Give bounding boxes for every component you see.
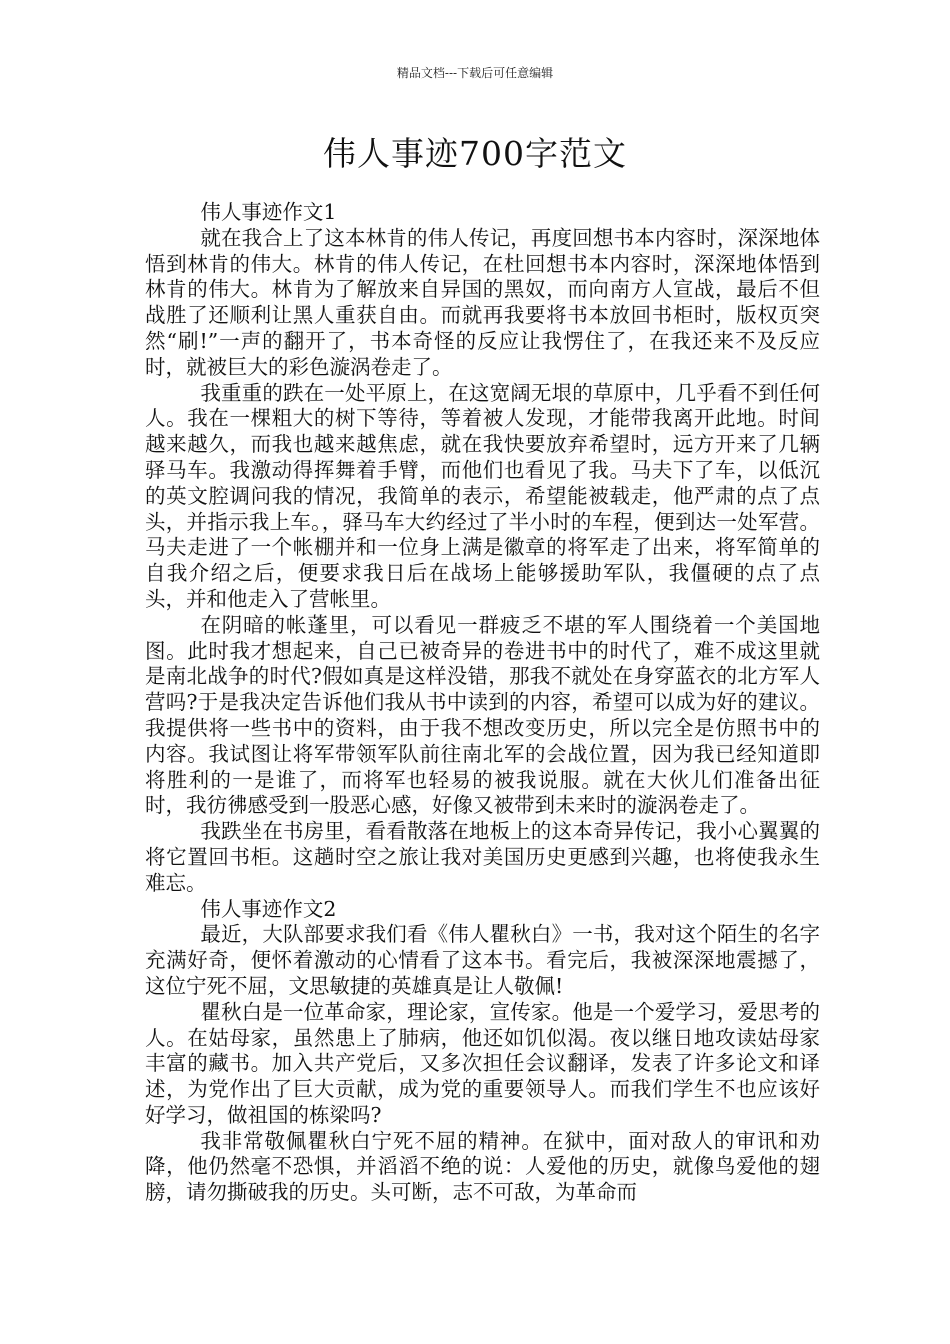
paragraph: 最近，大队部要求我们看《伟人瞿秋白》一书，我对这个陌生的名字充满好奇，便怀着激动的心情看了这本书。看完后，我被深深地震撼了，这位宁死不屈，文思敏捷的英雄真是让人敬佩! xyxy=(145,922,820,998)
page-title: 伟人事迹700字范文 xyxy=(323,134,627,173)
header-note: 精品文档---下载后可任意编辑 xyxy=(396,66,554,80)
paragraph: 瞿秋白是一位革命家，理论家，宣传家。他是一个爱学习，爱思考的人。在姑母家，虽然患上了肺病，他还如饥似渴。夜以继日地攻读姑母家丰富的藏书。加入共产党后，又多次担任会议翻译，发表了许多论文和译述，为党作出了巨大贡献，成为党的重要领导人。而我们学生不也应该好好学习，做祖国的栋梁吗? xyxy=(145,999,820,1127)
paragraph: 就在我合上了这本林肯的伟人传记，再度回想书本内容时，深深地体悟到林肯的伟大。林肯的伟人传记，在杜回想书本内容时，深深地体悟到林肯的伟大。林肯为了解放来自异国的黑奴，而向南方人宣战，最后不但战胜了还顺利让黑人重获自由。而就再我要将书本放回书柜时，版权页突然“刷!”一声的翻开了，书本奇怪的反应让我愣住了，在我还来不及反应时，就被巨大的彩色漩涡卷走了。 xyxy=(145,225,820,379)
article-body xyxy=(145,200,820,1206)
paragraph: 我跌坐在书房里，看看散落在地板上的这本奇异传记，我小心翼翼的将它置回书柜。这趟时空之旅让我对美国历史更感到兴趣，也将使我永生难忘。 xyxy=(145,819,820,895)
paragraph: 我非常敬佩瞿秋白宁死不屈的精神。在狱中，面对敌人的审讯和劝降，他仍然毫不恐惧，并滔滔不绝的说：人爱他的历史，就像鸟爱他的翅膀，请勿撕破我的历史。头可断，志不可敌，为革命而 xyxy=(145,1128,820,1205)
paragraph: 我重重的跌在一处平原上，在这宽阔无垠的草原中，几乎看不到任何人。我在一棵粗大的树下等待，等着被人发现，才能带我离开此地。时间越来越久，而我也越来越焦虑，就在我快要放弃希望时，远方开来了几辆驿马车。我激动得挥舞着手臂，而他们也看见了我。马夫下了车，以低沉的英文腔调问我的情况，我简单的表示，希望能被载走，他严肃的点了点头，并指示我上车。，驿马车大约经过了半小时的车程，便到达一处军营。马夫走进了一个帐棚并和一位身上满是徽章的将军走了出来，将军简单的自我介绍之后，便要求我日后在战场上能够援助军队，我僵硬的点了点头，并和他走入了营帐里。 xyxy=(145,380,820,611)
essay-heading: 伟人事迹作文1 xyxy=(200,200,337,224)
essay-heading: 伟人事迹作文2 xyxy=(200,896,337,921)
paragraph: 在阴暗的帐蓬里，可以看见一群疲乏不堪的军人围绕着一个美国地图。此时我才想起来，自己已被奇异的卷进书中的时代了，难不成这里就是南北战争的时代?假如真是这样没错，那我不就处在身穿蓝衣的北方军人营吗?于是我决定告诉他们我从书中读到的内容，希望可以成为好的建议。我提供将一些书中的资料，由于我不想改变历史，所以完全是仿照书中的内容。我试图让将军带领军队前往南北军的会战位置，因为我已经知道即将胜利的一是谁了，而将军也轻易的被我说服。就在大伙儿们准备出征时，我彷彿感受到一股恶心感，好像又被带到未来时的漩涡卷走了。 xyxy=(145,612,820,818)
